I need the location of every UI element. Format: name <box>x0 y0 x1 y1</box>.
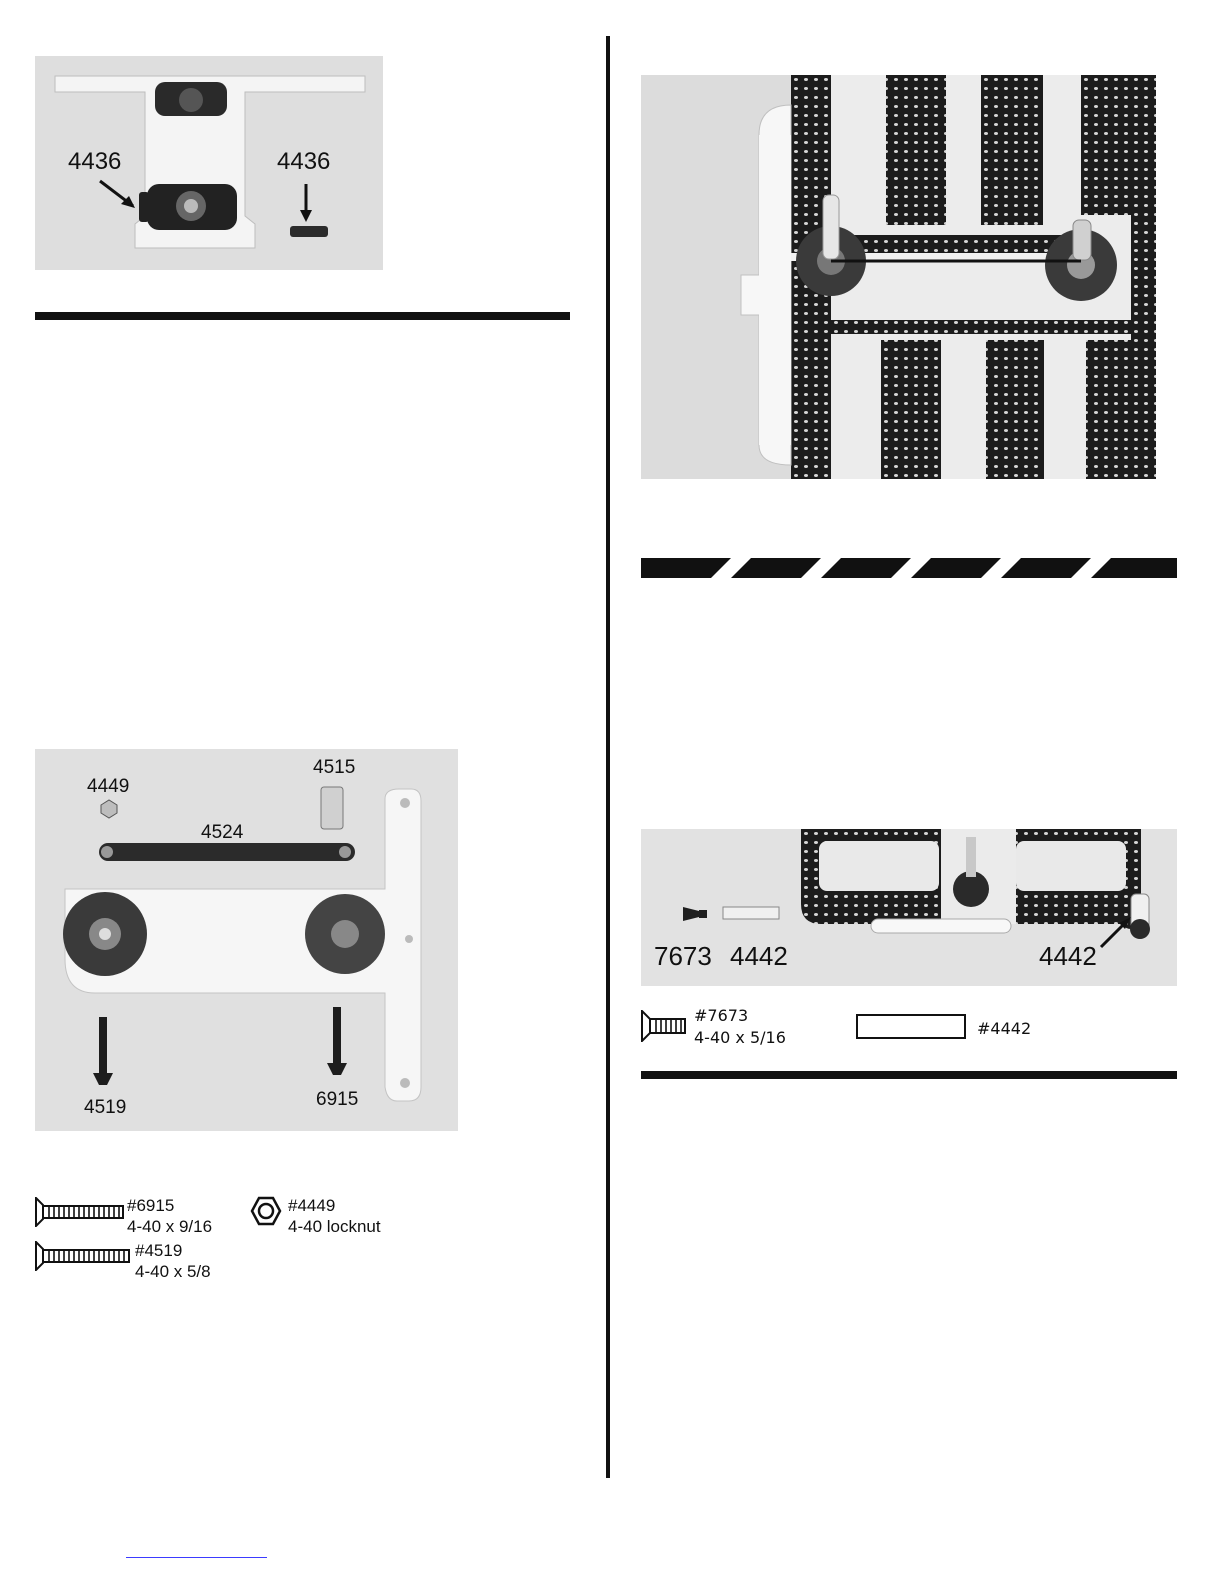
standoff-icon <box>856 1014 966 1039</box>
photo-label: 4442 <box>730 941 788 971</box>
photo-label: 7673 <box>654 941 712 971</box>
section-rule <box>35 312 570 320</box>
photo-label: 6915 <box>316 1089 359 1110</box>
hardware-part-number: #4442 <box>977 1019 1032 1038</box>
screw-icon <box>641 1010 687 1042</box>
photo-parts-layout-illustration <box>35 749 458 1131</box>
photo-chassis-assembly <box>641 75 1156 479</box>
hardware-item-4442 <box>977 1018 1031 1039</box>
hardware-part-number: #6915 <box>127 1196 175 1215</box>
hardware-item-4449 <box>288 1195 381 1237</box>
section-rule <box>641 1071 1177 1079</box>
hardware-item-7673 <box>694 1005 786 1049</box>
photo-label: 4515 <box>313 757 356 778</box>
hardware-part-number: #7673 <box>694 1006 749 1025</box>
photo-parts-layout <box>35 749 458 1131</box>
screw-icon <box>35 1197 125 1227</box>
hardware-size: 4-40 x 9/16 <box>127 1217 213 1236</box>
photo-label: 4436 <box>277 148 331 175</box>
photo-label: 4442 <box>1039 941 1097 971</box>
photo-standoff-assembly <box>641 829 1177 986</box>
photo-chassis-assembly-illustration <box>641 75 1156 479</box>
photo-label: 4449 <box>87 776 130 797</box>
hardware-size: 4-40 x 5/16 <box>694 1028 786 1047</box>
hardware-size: 4-40 locknut <box>288 1217 381 1236</box>
locknut-icon <box>250 1196 282 1226</box>
footer-link-underline <box>126 1557 267 1558</box>
warning-stripe-bar <box>641 558 1177 578</box>
hardware-item-4519 <box>135 1240 211 1282</box>
screw-icon <box>35 1241 131 1271</box>
hardware-item-6915 <box>127 1195 212 1237</box>
photo-label: 4519 <box>84 1097 127 1118</box>
hardware-part-number: #4449 <box>288 1196 336 1215</box>
photo-servo-mount <box>35 56 383 270</box>
column-divider <box>606 36 610 1478</box>
hardware-size: 4-40 x 5/8 <box>135 1262 211 1281</box>
photo-label: 4524 <box>201 822 244 843</box>
photo-label: 4436 <box>68 148 122 175</box>
hardware-part-number: #4519 <box>135 1241 183 1260</box>
